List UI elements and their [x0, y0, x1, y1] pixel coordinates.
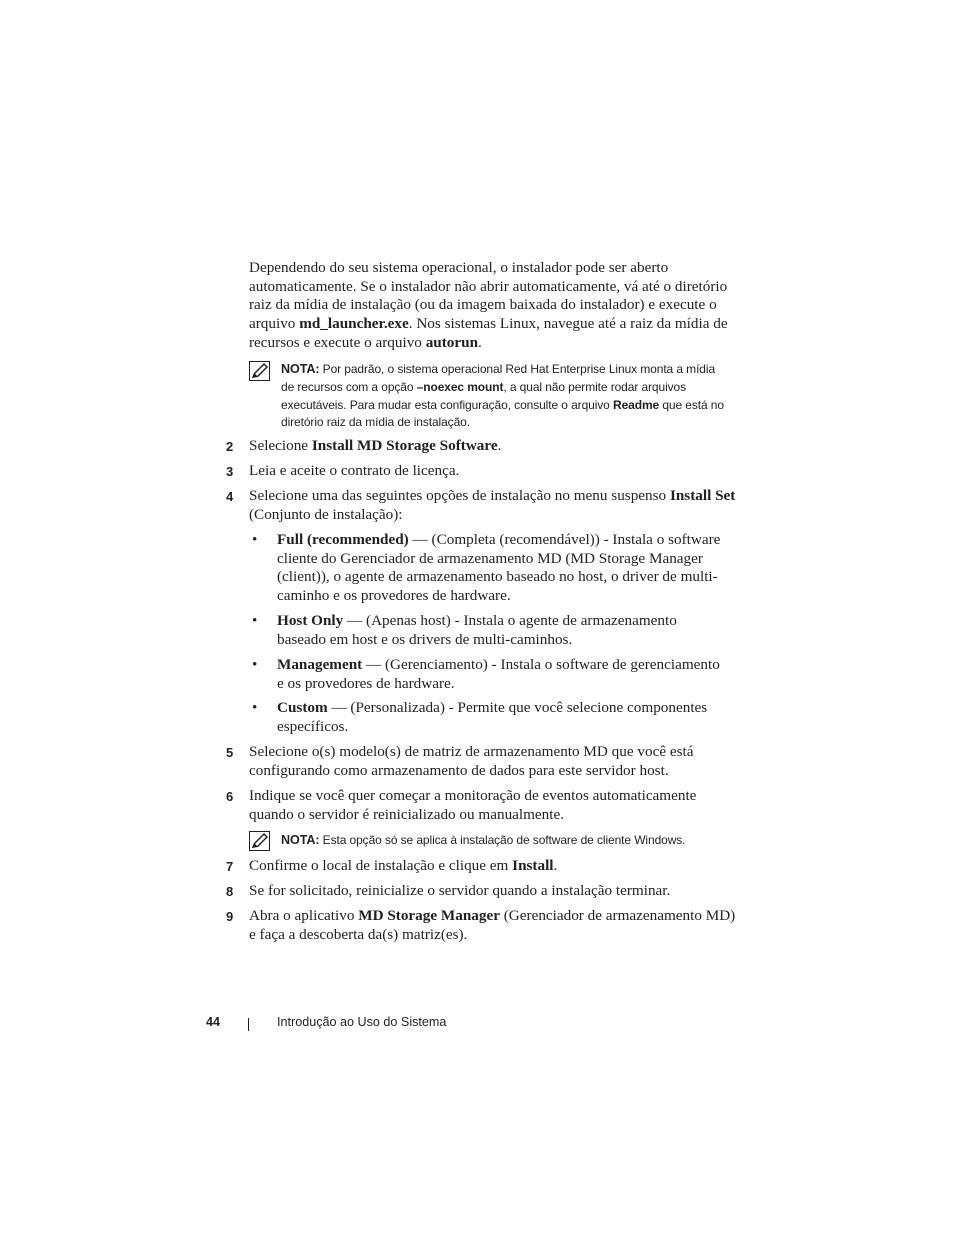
step-number: 7	[226, 859, 234, 874]
intro-text-b: . Nos sistemas Linux, navegue até a raiz da mídia de recursos e execute o arquivo	[249, 315, 728, 351]
intro-text-c: .	[478, 333, 482, 351]
intro-paragraph	[249, 259, 729, 353]
page-number: 44	[206, 1015, 221, 1029]
bullet-marker: •	[252, 612, 258, 629]
step-8: 8 Se for solicitado, reinicialize o servidor quando a instalação terminar.	[226, 882, 736, 901]
step-7: 7 Confirme o local de instalação e clique em Install.	[226, 857, 736, 876]
note-text: NOTA: Por padrão, o sistema operacional Red Hat Enterprise Linux monta a mídia de recursos com a opção –noexec mount, a qual não permite rodar arquivos executáveis. Para mudar esta configuração, consulte o arquivo Readme que está no diretório raiz da mídia de instalação.	[281, 362, 724, 430]
note-windows-client	[249, 831, 729, 850]
install-md-storage-software: Install MD Storage Software	[311, 437, 498, 454]
list-item-management: • Management — (Gerenciamento) - Instala o software de gerenciamento e os provedores de hardware.	[252, 656, 720, 692]
list-item-full: • Full (recommended) — (Completa (recomendável)) - Instala o software cliente do Gerenciador de armazenamento MD (MD Storage Manager (client)), o agente de armazenamento baseado no host, o driver de multi-caminho e os provedores de hardware.	[252, 531, 721, 605]
step-number: 3	[226, 464, 234, 479]
list-item-host-only: • Host Only — (Apenas host) - Instala o agente de armazenamento baseado em host e os drivers de multi-caminhos.	[252, 612, 677, 648]
step-9: 9 Abra o aplicativo MD Storage Manager (Gerenciador de armazenamento MD) e faça a descoberta da(s) matriz(es).	[226, 907, 736, 943]
step-number: 8	[226, 884, 234, 899]
step-number: 5	[226, 745, 234, 760]
step-3: 3 Leia e aceite o contrato de licença.	[226, 462, 736, 481]
step-number: 4	[226, 489, 234, 504]
install-button-ref: Install	[512, 857, 554, 874]
step-6: 6 Indique se você quer começar a monitoração de eventos automaticamente quando o servidor é reinicializado ou manualmente.	[226, 787, 697, 823]
footer-divider	[248, 1018, 249, 1031]
install-set-menu: Install Set	[669, 487, 736, 504]
noexec-option: –noexec mount	[416, 379, 504, 394]
bullet-marker: •	[252, 699, 258, 716]
step-4: 4 Selecione uma das seguintes opções de instalação no menu suspenso Install Set (Conjunto de instalação):	[226, 487, 736, 523]
intro-text-a: Dependendo do seu sistema operacional, o instalador pode ser aberto automaticamente. Se o instalador não abrir automaticamente, vá até o diretório raiz da mídia de instalação (ou da imagem baixada do instalador) e execute o arquivo	[249, 259, 728, 333]
step-number: 2	[226, 439, 234, 454]
note-label: NOTA:	[281, 362, 320, 376]
step-5: 5 Selecione o(s) modelo(s) de matriz de armazenamento MD que você está configurando como armazenamento de dados para este servidor host.	[226, 743, 694, 779]
note-text: NOTA: Esta opção só se aplica à instalação de software de cliente Windows.	[281, 833, 686, 847]
intro-file-autorun: autorun	[425, 333, 479, 351]
readme-file: Readme	[613, 397, 660, 412]
option-full: Full (recommended)	[277, 531, 409, 548]
list-item-custom: • Custom — (Personalizada) - Permite que você selecione componentes específicos.	[252, 699, 708, 735]
option-host-only: Host Only	[277, 612, 344, 629]
note-label: NOTA:	[281, 833, 320, 847]
option-management: Management	[277, 656, 363, 673]
bullet-marker: •	[252, 531, 258, 548]
note-linux-noexec	[249, 361, 729, 432]
step-2: 2 Selecione Install MD Storage Software.	[226, 437, 736, 456]
note-pencil-icon	[249, 831, 271, 851]
note-pencil-icon	[249, 361, 271, 381]
option-custom: Custom	[277, 699, 328, 716]
bullet-marker: •	[252, 656, 258, 673]
md-storage-manager: MD Storage Manager	[358, 907, 500, 924]
step-number: 9	[226, 909, 234, 924]
step-number: 6	[226, 789, 234, 804]
footer-title: Introdução ao Uso do Sistema	[277, 1015, 447, 1029]
intro-file-launcher: md_launcher.exe	[299, 315, 409, 333]
